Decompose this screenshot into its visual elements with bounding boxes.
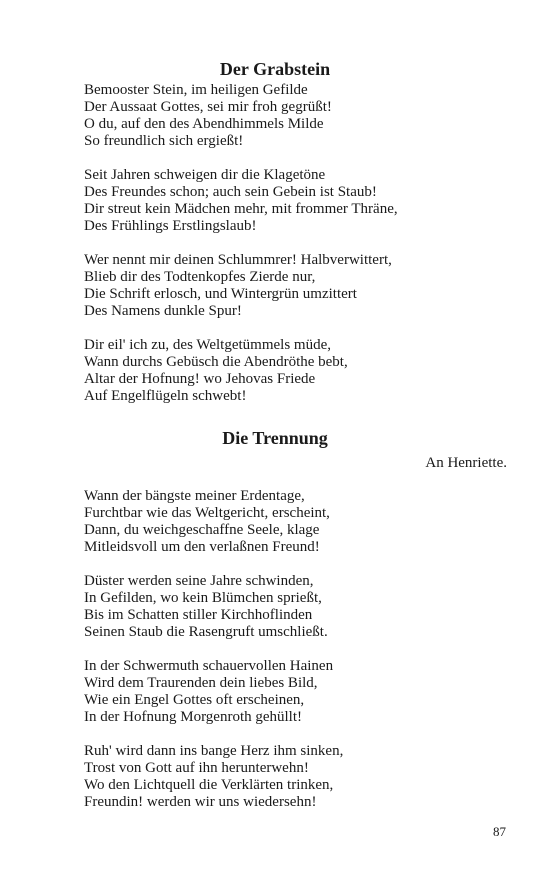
verse-line: Des Namens dunkle Spur! xyxy=(84,303,242,319)
verse-line: Bis im Schatten stiller Kirchhoflinden xyxy=(84,607,313,623)
verse-line: Seit Jahren schweigen dir die Klagetöne xyxy=(84,167,326,183)
verse-line: Furchtbar wie das Weltgericht, erscheint, xyxy=(84,505,330,521)
verse-line: Die Schrift erlosch, und Wintergrün umzittert xyxy=(84,286,357,302)
dedication: An Henriette. xyxy=(425,455,507,471)
verse-line: Auf Engelflügeln schwebt! xyxy=(84,388,247,404)
verse-line: Mitleidsvoll um den verlaßnen Freund! xyxy=(84,539,320,555)
verse-line: In der Schwermuth schauervollen Hainen xyxy=(84,658,334,674)
verse-line: Freundin! werden wir uns wiedersehn! xyxy=(84,794,317,810)
verse-line: Dann, du weichgeschaffne Seele, klage xyxy=(84,522,320,538)
stanza xyxy=(84,658,514,726)
verse-line: So freundlich sich ergießt! xyxy=(84,133,244,149)
verse-line: Trost von Gott auf ihn herunterwehn! xyxy=(84,760,309,776)
stanza xyxy=(84,167,514,235)
poem-der-grabstein xyxy=(84,82,514,405)
stanza xyxy=(84,743,514,811)
verse-line: Der Aussaat Gottes, sei mir froh gegrüßt! xyxy=(84,99,332,115)
verse-line: Blieb dir des Todtenkopfes Zierde nur, xyxy=(84,269,316,285)
verse-line: Des Freundes schon; auch sein Gebein ist Staub! xyxy=(84,184,377,200)
verse-line: In der Hofnung Morgenroth gehüllt! xyxy=(84,709,303,725)
verse-line: Düster werden seine Jahre schwinden, xyxy=(84,573,314,589)
verse-line: Dir eil' ich zu, des Weltgetümmels müde, xyxy=(84,337,331,353)
page-number: 87 xyxy=(493,824,506,839)
verse-line: Bemooster Stein, im heiligen Gefilde xyxy=(84,82,308,98)
verse-line: Wie ein Engel Gottes oft erscheinen, xyxy=(84,692,305,708)
verse-line: Altar der Hofnung! wo Jehovas Friede xyxy=(84,371,316,387)
verse-line: Wird dem Traurenden dein liebes Bild, xyxy=(84,675,318,691)
stanza xyxy=(84,82,514,150)
stanza xyxy=(84,488,514,556)
stanza xyxy=(84,573,514,641)
poem-title-der-grabstein: Der Grabstein xyxy=(219,59,331,79)
verse-line: Des Frühlings Erstlingslaub! xyxy=(84,218,257,234)
verse-line: Wo den Lichtquell die Verklärten trinken, xyxy=(84,777,334,793)
verse-line: In Gefilden, wo kein Blümchen sprießt, xyxy=(84,590,322,606)
verse-line: Seinen Staub die Rasengruft umschließt. xyxy=(84,624,328,640)
verse-line: O du, auf den des Abendhimmels Milde xyxy=(84,116,324,132)
verse-line: Dir streut kein Mädchen mehr, mit frommer Thräne, xyxy=(84,201,398,217)
verse-line: Ruh' wird dann ins bange Herz ihm sinken, xyxy=(84,743,344,759)
stanza xyxy=(84,337,514,405)
poem-die-trennung xyxy=(84,488,514,811)
verse-line: Wann durchs Gebüsch die Abendröthe bebt, xyxy=(84,354,348,370)
verse-line: Wer nennt mir deinen Schlummrer! Halbverwittert, xyxy=(84,252,392,268)
verse-line: Wann der bängste meiner Erdentage, xyxy=(84,488,305,504)
stanza xyxy=(84,252,514,320)
poem-title-die-trennung: Die Trennung xyxy=(222,428,328,448)
